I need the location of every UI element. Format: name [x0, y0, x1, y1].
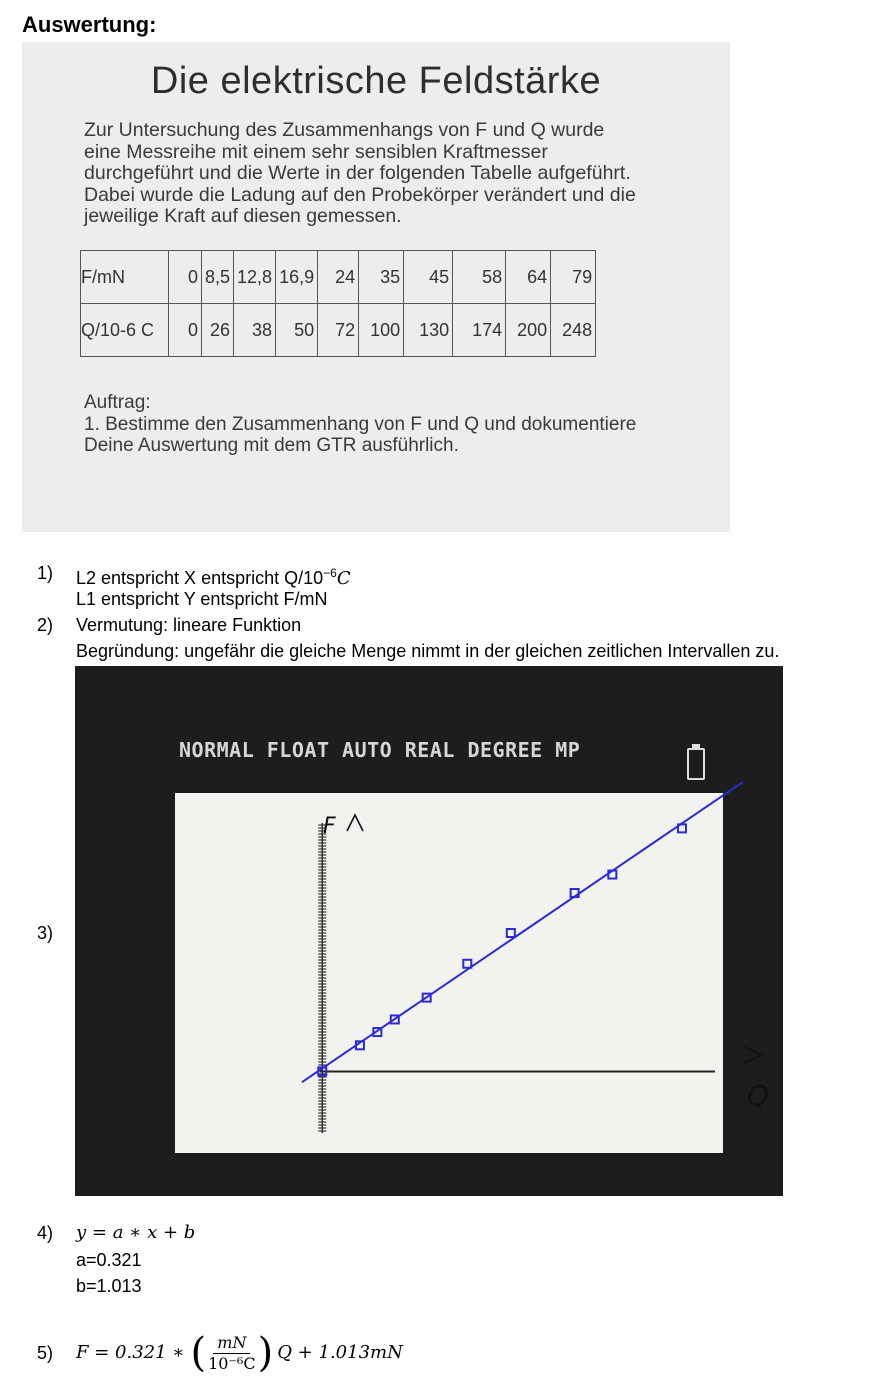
task-text: 1. Bestimme den Zusammenhang von F und Q und dokumentiere Deine Auswertung mit dem GTR ausführlich.	[84, 413, 637, 456]
item-line: Begründung: ungefähr die gleiche Menge nimmt in der gleichen zeitlichen Intervallen zu.	[76, 641, 780, 661]
y-axis-ticks	[318, 823, 326, 1133]
scatter-plot	[175, 793, 770, 1153]
list-item-2	[0, 612, 894, 668]
table-cell: 0	[169, 304, 202, 357]
item-number: 4)	[37, 1223, 54, 1243]
calculator-screen	[175, 793, 770, 1153]
table-row	[81, 304, 596, 357]
list-item-4	[0, 1220, 894, 1300]
table-cell: 200	[506, 304, 551, 357]
worksheet-photo	[22, 42, 730, 532]
result-formula: F = 0.321 ∗ ( $\frac{mN}{\text{10⁻⁶C}}$ ) Q + 1.013mN	[76, 1330, 403, 1376]
table-row-label: F/mN	[81, 251, 169, 304]
data-point	[507, 929, 515, 937]
battery-icon	[687, 748, 705, 780]
item-line: Vermutung: lineare Funktion	[76, 615, 302, 635]
formula-rhs: Q + 1.013mN	[277, 1342, 403, 1363]
item-text: L2 entspricht X entspricht Q/10	[76, 568, 324, 588]
item-number: 2)	[37, 615, 54, 635]
table-row	[81, 251, 596, 304]
item-number: 1)	[37, 563, 54, 583]
calculator-photo	[75, 666, 783, 1196]
table-cell: 8,5	[202, 251, 234, 304]
y-axis-note: F	[323, 814, 336, 839]
calculator-status-bar: NORMAL FLOAT AUTO REAL DEGREE MP	[179, 738, 581, 762]
table-cell: 24	[318, 251, 359, 304]
equation: y = a ∗ x + b	[76, 1222, 196, 1243]
item-line: L1 entspricht Y entspricht F/mN	[76, 589, 328, 609]
section-heading: Auswertung:	[22, 12, 157, 37]
table-cell: 64	[506, 251, 551, 304]
item-number: 3)	[37, 923, 54, 943]
fraction-denominator: 10⁻⁶C	[208, 1353, 256, 1373]
table-cell: 248	[551, 304, 596, 357]
worksheet-task	[84, 392, 684, 457]
table-cell: 174	[453, 304, 506, 357]
unit-fraction	[208, 1333, 255, 1374]
table-cell: 130	[404, 304, 453, 357]
table-cell: 12,8	[234, 251, 276, 304]
worksheet-intro: Zur Untersuchung des Zusammenhangs von F und Q wurde eine Messreihe mit einem sehr sensiblen Kraftmesser durchgeführt und die Werte in der folgenden Tabelle aufgeführt. Dabei wurde die Ladung auf den Probekörper verändert und die jeweilige Kraft auf diesen gemessen.	[84, 119, 636, 227]
item-exponent: −6	[323, 566, 337, 580]
table-cell: 58	[453, 251, 506, 304]
param-b: b=1.013	[76, 1276, 142, 1296]
arrow-up-icon	[347, 815, 363, 831]
table-row-label: Q/10-6 C	[81, 304, 169, 357]
table-cell: 38	[234, 304, 276, 357]
measurement-table	[80, 250, 596, 357]
table-cell: 100	[359, 304, 404, 357]
table-cell: 50	[276, 304, 318, 357]
formula-lhs: F = 0.321 ∗	[76, 1342, 185, 1363]
table-cell: 0	[169, 251, 202, 304]
fraction-numerator: mN	[213, 1333, 250, 1354]
item-unit: C	[336, 568, 351, 589]
table-cell: 35	[359, 251, 404, 304]
table-cell: 45	[404, 251, 453, 304]
x-arrow-icon	[745, 1047, 761, 1063]
table-cell: 79	[551, 251, 596, 304]
handwritten-annotations	[323, 793, 769, 1112]
list-item-5	[0, 1320, 894, 1386]
task-title: Auftrag:	[84, 392, 151, 413]
item-number: 5)	[37, 1343, 54, 1363]
data-points	[318, 824, 686, 1075]
table-cell: 16,9	[276, 251, 318, 304]
regression-line	[302, 782, 743, 1082]
table-cell: 26	[202, 304, 234, 357]
list-item-1	[0, 560, 894, 616]
worksheet-title: Die elektrische Feldstärke	[150, 60, 602, 102]
x-axis-note: Q	[747, 1079, 770, 1112]
table-cell: 72	[318, 304, 359, 357]
param-a: a=0.321	[76, 1250, 142, 1270]
